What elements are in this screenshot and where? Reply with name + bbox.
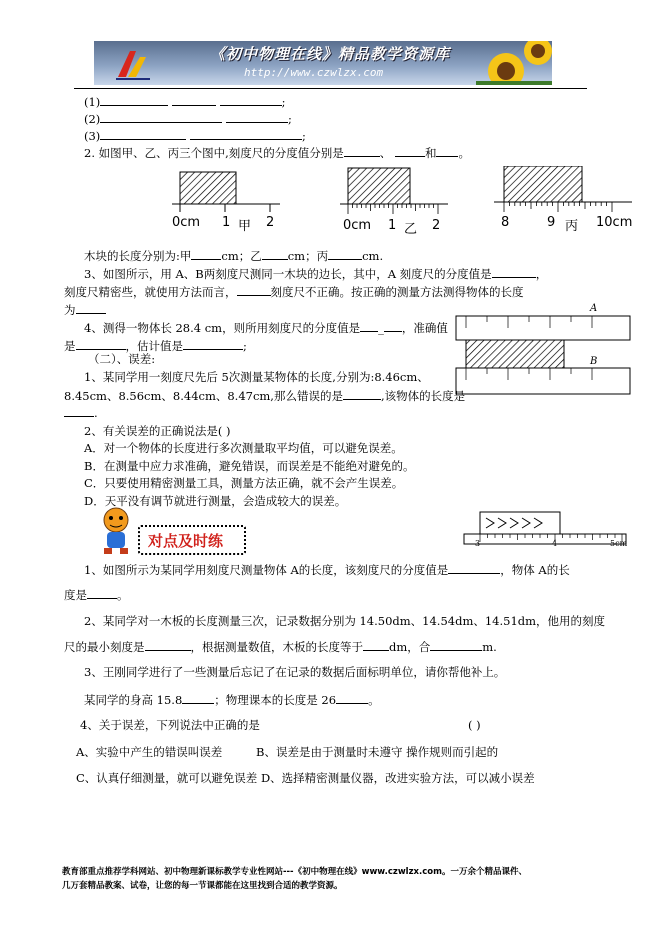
question-3-line-2 xyxy=(64,284,524,299)
q2-end: 。 xyxy=(458,146,470,160)
question-3-line-3 xyxy=(64,302,106,317)
practice-q2-text-e: m. xyxy=(482,640,497,654)
practice-q1-text-c: 度是 xyxy=(64,588,87,602)
option-d: D．天平没有调节就进行测量，会造成较大的误差。 xyxy=(84,494,347,508)
blank-label: (2) xyxy=(84,112,101,126)
ruler-label: 9 xyxy=(547,215,556,230)
practice-q3-text-3: 。 xyxy=(368,693,380,707)
practice-q4-paren: ( ) xyxy=(468,718,481,732)
practice-q2-line-2 xyxy=(64,639,497,654)
error-q1-line-1: 1、某同学用一刻度尺先后 5次测量某物体的长度,分别为:8.46cm、 xyxy=(84,370,429,384)
error-q1-text-b: ,该物体的长度是 xyxy=(380,389,466,403)
error-q1-line-3 xyxy=(64,405,98,420)
q4-semi: ; xyxy=(243,339,247,353)
blank-line-3 xyxy=(84,128,306,143)
logo-icon xyxy=(114,47,154,81)
error-q2-title: 2、有关误差的正确说法是( ) xyxy=(84,424,231,438)
blank-label: (1) xyxy=(84,95,101,109)
q3-text-3: 刻度尺不正确。按正确的测量方法测得物体的长度 xyxy=(270,285,524,299)
ruler-figure-yi xyxy=(340,166,450,216)
practice-q3: 3、王刚同学进行了一些测量后忘记了在记录的数据后面标明单位，请你帮他补上。 xyxy=(84,665,506,679)
header-banner xyxy=(94,41,552,85)
blank-line-1 xyxy=(84,94,285,109)
tiger-mascot-icon xyxy=(96,506,136,556)
option-c: C．只要使用精密测量工具，测量方法正确，就不会产生误差。 xyxy=(84,476,404,490)
ruler-figure-jia xyxy=(172,166,282,216)
ruler-label: 丙 xyxy=(565,219,579,234)
lengths-unit-1: cm；乙 xyxy=(221,249,262,263)
practice-q4-option-cd: C、认真仔细测量，就可以避免误差 D、选择精密测量仪器，改进实验方法，可以减小误差 xyxy=(76,771,535,785)
ruler-figure-bing xyxy=(494,166,634,216)
sunflower-icon xyxy=(476,41,552,85)
q3-text-4: 为 xyxy=(64,303,76,317)
label-b: B xyxy=(590,356,598,367)
practice-q4: 4、关于误差，下列说法中正确的是 xyxy=(80,718,260,732)
practice-q1-text-d: 。 xyxy=(117,588,129,602)
practice-badge xyxy=(138,525,246,555)
ruler-label: 3 xyxy=(475,539,481,548)
ruler-label: 1 xyxy=(388,218,397,233)
footer-line-2: 几万套精品教案、试卷，让您的每一节课都能在这里找到合适的教学资源。 xyxy=(62,881,343,891)
option-a: A．对一个物体的长度进行多次测量取平均值，可以避免误差。 xyxy=(84,441,403,455)
practice-q3-text-1: 某同学的身高 15.8 xyxy=(84,693,183,707)
block xyxy=(504,166,582,202)
label-a: A xyxy=(590,303,598,314)
section-2-title: （二）、误差: xyxy=(88,352,156,366)
question-3-line-1 xyxy=(84,266,547,281)
semicolon: ; xyxy=(287,112,292,126)
semicolon: ; xyxy=(281,95,286,109)
q2-sep2: 和 xyxy=(424,146,437,160)
block-lengths xyxy=(84,248,383,263)
q2-text: 2. 如图甲、乙、丙三个图中,刻度尺的分度值分别是 xyxy=(84,146,344,160)
q4-text-4: ，估计值是 xyxy=(125,339,183,353)
ruler-label: 4 xyxy=(552,539,558,548)
question-4-line-1: 4、测得一物体长 28.4 cm，则所用刻度尺的分度值是 _ ，准确值 xyxy=(84,321,448,335)
practice-q2-text-b: 尺的最小刻度是 xyxy=(64,640,145,654)
practice-q1-text-a: 1、如图所示为某同学用刻度尺测量物体 A的长度，该刻度尺的分度值是 xyxy=(84,563,449,577)
semicolon: ; xyxy=(301,129,306,143)
practice-q2-text-d: dm，合 xyxy=(389,640,431,654)
ruler-label: 0cm xyxy=(343,218,372,233)
practice-q2-text-c: ，根据测量数值，木板的长度等于 xyxy=(190,640,363,654)
ruler-label: 甲 xyxy=(238,219,252,234)
lengths-unit-2: cm；丙 xyxy=(287,249,329,263)
error-q1-line-2 xyxy=(64,388,465,403)
header-url: http://www.czwlzx.com xyxy=(244,66,384,79)
practice-q2-line-1: 2、某同学对一木板的长度测量三次，记录数据分别为 14.50dm、14.54dm、14.51dm，他用的刻度 xyxy=(84,614,606,628)
q2-sep1: 、 xyxy=(379,146,392,160)
ruler-label: 8 xyxy=(501,215,510,230)
header-title: 《初中物理在线》精品教学资源库 xyxy=(210,45,451,63)
lengths-unit-3: cm. xyxy=(362,249,384,263)
ruler-figure-ab xyxy=(454,306,634,398)
ruler-label: 10cm xyxy=(596,215,633,230)
ruler-label: 2 xyxy=(432,218,441,233)
blank-line-2 xyxy=(84,111,292,126)
practice-q4-option-a: A、实验中产生的错误叫误差 xyxy=(76,745,223,759)
q3-text-1: 3、如图所示，用 A、B两刻度尺测同一木块的边长，其中，A 刻度尺的分度值是 xyxy=(84,267,492,281)
practice-q1-line-1 xyxy=(84,562,570,577)
q4-text-2: ，准确值 xyxy=(401,321,448,335)
error-q1-text-a: 8.45cm、8.56cm、8.44cm、8.47cm,那么错误的是 xyxy=(64,389,343,403)
block xyxy=(466,340,564,368)
question-4-line-2 xyxy=(64,338,247,353)
error-q1-end: . xyxy=(94,406,98,420)
practice-q4-option-b: B、误差是由于测量时未遵守 操作规则而引起的 xyxy=(256,745,499,759)
practice-q1-text-b: ，物体 A的长 xyxy=(500,563,570,577)
q3-text-2: 刻度尺精密些，就使用方法而言， xyxy=(64,285,237,299)
practice-q3-text-2: ；物理课本的长度是 26 xyxy=(214,693,337,707)
q4-text-1: 4、测得一物体长 28.4 cm，则所用刻度尺的分度值是 xyxy=(84,321,361,335)
option-b: B．在测量中应力求准确，避免错误，而误差是不能绝对避免的。 xyxy=(84,459,415,473)
practice-badge-label: 对点及时练 xyxy=(148,532,224,550)
ruler-label: 5cm xyxy=(610,539,628,548)
practice-q3-blanks xyxy=(84,692,380,707)
footer-line-1: 教育部重点推荐学科网站、初中物理新课标教学专业性网站---《初中物理在线》www.czwlzx.com。一万余个精品课件、 xyxy=(62,867,527,877)
q4-text-3: 是 xyxy=(64,339,76,353)
ruler-figure-practice xyxy=(462,508,632,552)
block xyxy=(180,172,236,204)
block xyxy=(348,168,410,204)
ruler-label: 0cm xyxy=(172,215,201,230)
lengths-prefix: 木块的长度分别为:甲 xyxy=(84,249,192,263)
ruler-label: 乙 xyxy=(404,222,418,237)
ruler-label: 1 xyxy=(222,215,231,230)
question-2 xyxy=(84,145,470,160)
practice-q1-line-2 xyxy=(64,587,129,602)
blank-label: (3) xyxy=(84,129,101,143)
header-rule xyxy=(74,88,587,89)
q3-comma: ， xyxy=(535,267,548,281)
ruler-label: 2 xyxy=(266,215,275,230)
